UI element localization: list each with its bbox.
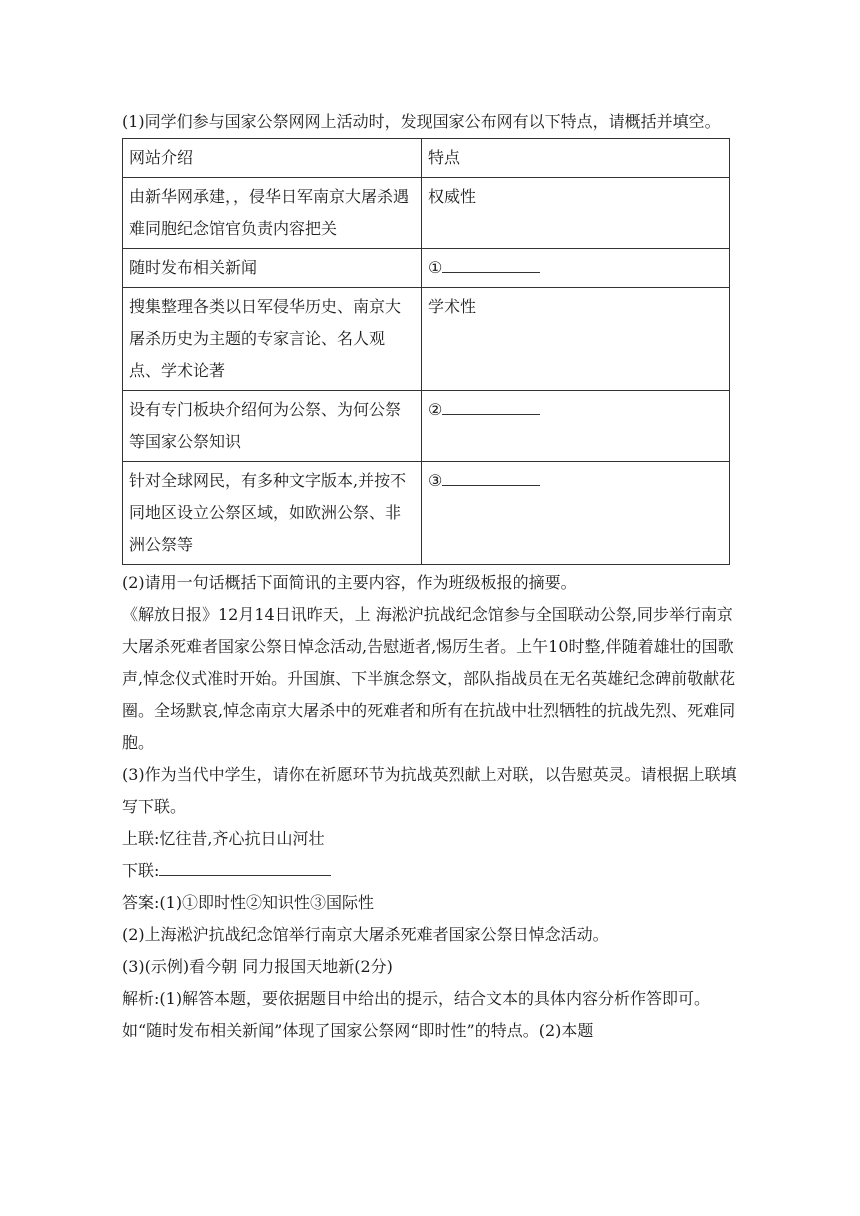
row-feature: 学术性 bbox=[422, 288, 730, 391]
answer-blank-3[interactable] bbox=[442, 467, 540, 486]
table-row bbox=[123, 288, 730, 391]
answer-3: (3)(示例)看今朝 同力报国天地新(2分) bbox=[122, 957, 393, 976]
table-row bbox=[123, 462, 730, 565]
row-intro: 随时发布相关新闻 bbox=[123, 249, 422, 288]
website-features-table bbox=[122, 138, 730, 565]
answer-blank-2[interactable] bbox=[442, 396, 540, 415]
couplet-lower-blank[interactable] bbox=[159, 857, 331, 876]
question-3-intro: (3)作为当代中学生，请你在祈愿环节为抗战英烈献上对联，以告慰英灵。请根据上联填写下联。 bbox=[122, 765, 737, 816]
analysis-text: 解析:(1)解答本题，要依据题目中给出的提示，结合文本的具体内容分析作答即可。如“随时发布相关新闻”体现了国家公祭网“即时性”的特点。(2)本题 bbox=[122, 989, 711, 1040]
row-intro: 搜集整理各类以日军侵华历史、南京大屠杀历史为主题的专家言论、名人观点、学术论著 bbox=[123, 288, 422, 391]
table-header-row bbox=[123, 139, 730, 178]
row-feature-cell bbox=[422, 462, 730, 565]
blank-marker-3: ③ bbox=[428, 471, 443, 490]
row-intro: 针对全球网民，有多种文字版本,并按不同地区设立公祭区域，如欧洲公祭、非洲公祭等 bbox=[123, 462, 422, 565]
document-page bbox=[122, 106, 742, 1047]
blank-marker-2: ② bbox=[428, 400, 443, 419]
table-header-feature: 特点 bbox=[422, 139, 730, 178]
table-row bbox=[123, 391, 730, 462]
blank-marker-1: ① bbox=[428, 258, 443, 277]
row-intro: 设有专门板块介绍何为公祭、为何公祭等国家公祭知识 bbox=[123, 391, 422, 462]
table-row bbox=[123, 178, 730, 249]
row-intro: 由新华网承建，，侵华日军南京大屠杀遇难同胞纪念馆官负责内容把关 bbox=[123, 178, 422, 249]
news-passage: 《解放日报》12月14日讯昨天，上 海淞沪抗战纪念馆参与全国联动公祭,同步举行南京大屠杀死难者国家公祭日悼念活动,告慰逝者,惕厉生者。上午10时整,伴随着雄壮的国歌声,悼念仪式准时开始。升国旗、下半旗念祭文，部队指战员在无名英雄纪念碑前敬献花圈。全场默哀,悼念南京大屠杀中的死难者和所有在抗战中壮烈牺牲的抗战先烈、死难同胞。 bbox=[122, 605, 736, 752]
couplet-upper: 上联:忆往昔,齐心抗日山河壮 bbox=[122, 829, 325, 848]
row-feature-cell bbox=[422, 391, 730, 462]
answer-1: 答案:(1)①即时性②知识性③国际性 bbox=[122, 893, 375, 912]
couplet-lower-label: 下联: bbox=[122, 861, 160, 880]
row-feature-cell bbox=[422, 249, 730, 288]
table-row bbox=[123, 249, 730, 288]
question-1-intro: (1)同学们参与国家公祭网网上活动时，发现国家公布网有以下特点，请概括并填空。 bbox=[122, 112, 721, 131]
question-2-intro: (2)请用一句话概括下面简讯的主要内容，作为班级板报的摘要。 bbox=[122, 573, 577, 592]
answer-blank-1[interactable] bbox=[442, 254, 540, 273]
answer-2: (2)上海淞沪抗战纪念馆举行南京大屠杀死难者国家公祭日悼念活动。 bbox=[122, 925, 609, 944]
row-feature: 权威性 bbox=[422, 178, 730, 249]
table-header-intro: 网站介绍 bbox=[123, 139, 422, 178]
couplet-lower bbox=[122, 855, 742, 887]
